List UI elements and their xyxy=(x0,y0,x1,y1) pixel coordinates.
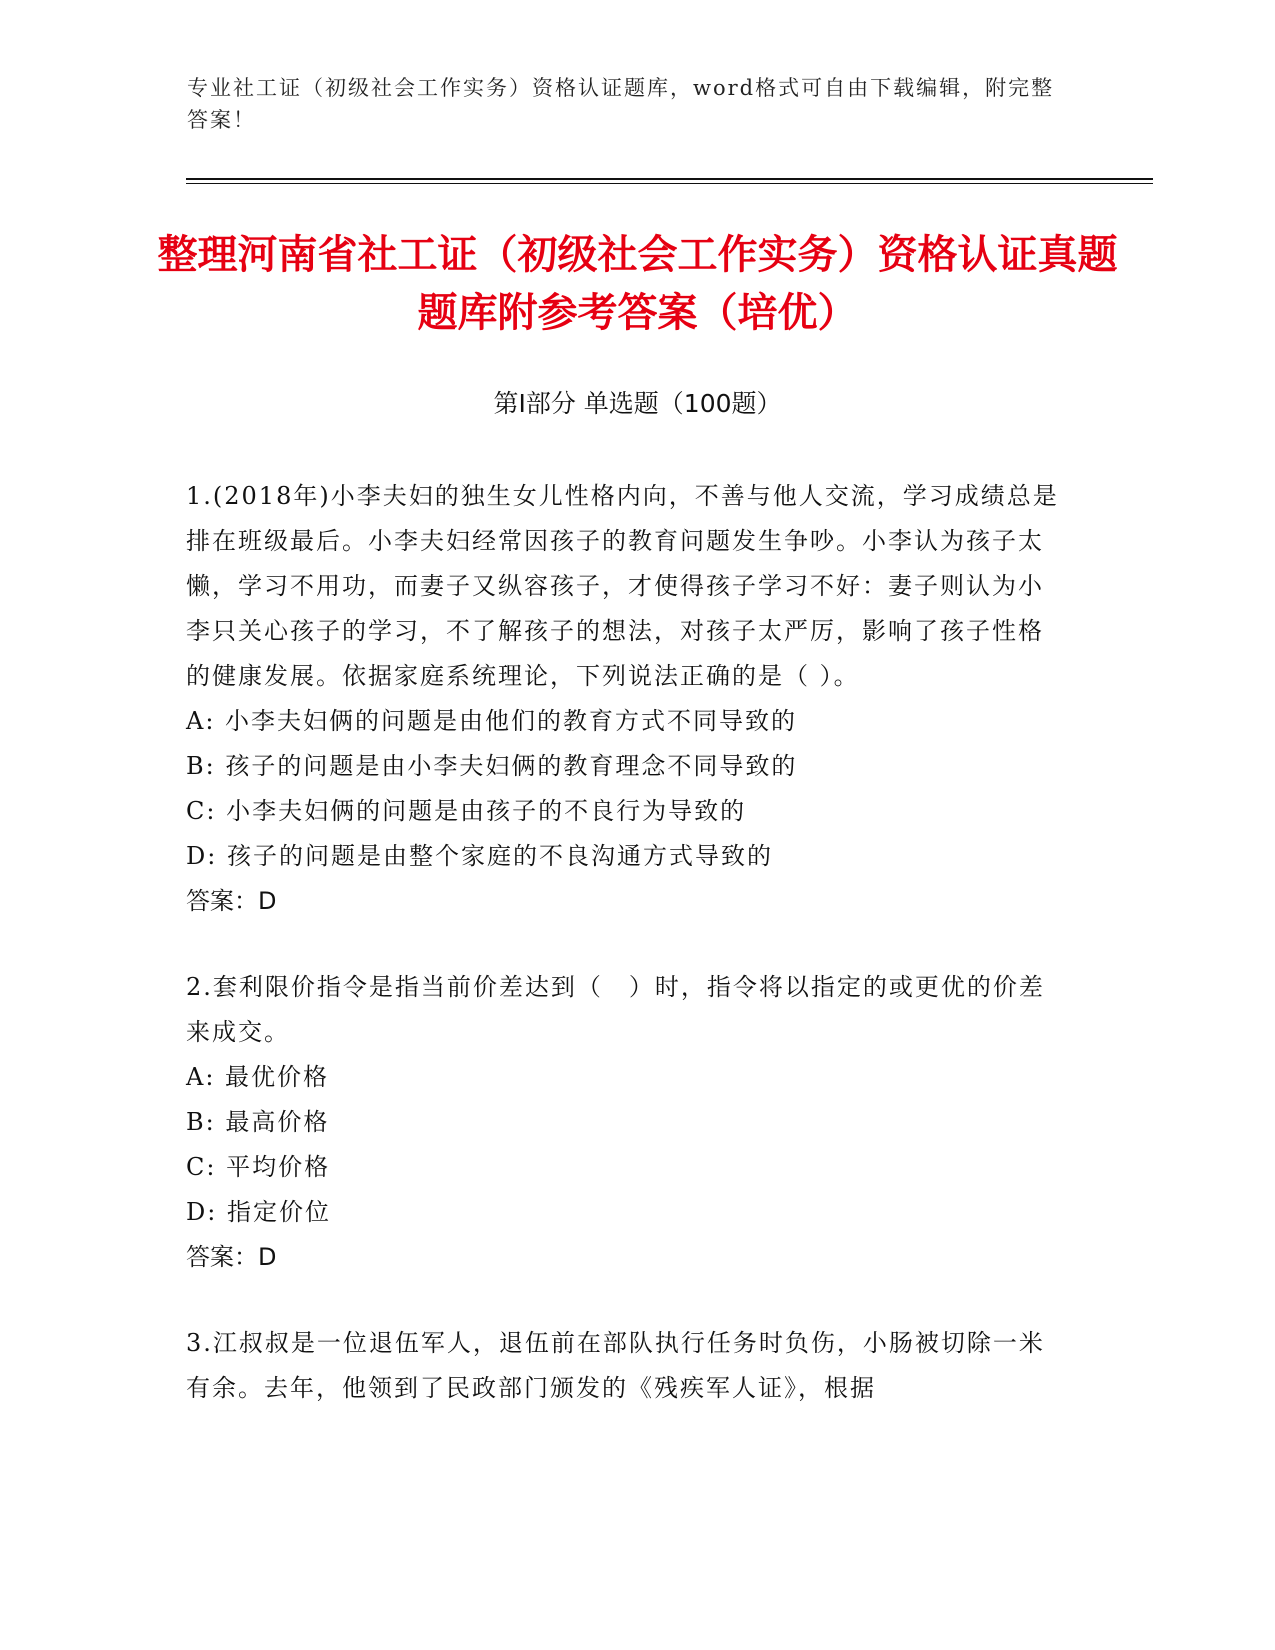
option-c: C: 小李夫妇俩的问题是由孩子的不良行为导致的 xyxy=(186,797,747,825)
question-stem: 2.套利限价指令是指当前价差达到（ ）时，指令将以指定的或更优的价差来成交。 xyxy=(186,973,1045,1046)
question-1 xyxy=(186,474,1066,924)
section-title: 第Ⅰ部分 单选题（100题） xyxy=(493,389,782,418)
option-c: C: 平均价格 xyxy=(186,1153,331,1181)
question-stem: 3.江叔叔是一位退伍军人，退伍前在部队执行任务时负伤，小肠被切除一米有余。去年，他领到了民政部门颁发的《残疾军人证》，根据 xyxy=(186,1329,1045,1402)
option-b: B: 最高价格 xyxy=(186,1108,330,1136)
option-d: D: 孩子的问题是由整个家庭的不良沟通方式导致的 xyxy=(186,842,773,870)
header-note: 专业社工证（初级社会工作实务）资格认证题库，word格式可自由下载编辑，附完整答案！ xyxy=(187,76,1055,132)
option-b: B: 孩子的问题是由小李夫妇俩的教育理念不同导致的 xyxy=(186,752,798,780)
option-a: A: 小李夫妇俩的问题是由他们的教育方式不同导致的 xyxy=(186,707,798,735)
question-list xyxy=(186,474,1066,1452)
question-3 xyxy=(186,1321,1066,1411)
answer: 答案：D xyxy=(186,887,277,915)
question-2 xyxy=(186,965,1066,1280)
option-d: D: 指定价位 xyxy=(186,1198,331,1226)
question-stem: 1.(2018年)小李夫妇的独生女儿性格内向，不善与他人交流，学习成绩总是排在班级最后。小李夫妇经常因孩子的教育问题发生争吵。小李认为孩子太懒，学习不用功，而妻子又纵容孩子，才使得孩子学习不好：妻子则认为小李只关心孩子的学习，不了解孩子的想法，对孩子太严厉，影响了孩子性格的健康发展。依据家庭系统理论，下列说法正确的是（ ）。 xyxy=(186,482,1059,690)
header-divider-thick xyxy=(186,178,1153,180)
option-a: A: 最优价格 xyxy=(186,1063,330,1091)
answer: 答案：D xyxy=(186,1243,277,1271)
header-divider-thin xyxy=(186,183,1153,184)
document-title: 整理河南省社工证（初级社会工作实务）资格认证真题题库附参考答案（培优） xyxy=(157,232,1118,336)
